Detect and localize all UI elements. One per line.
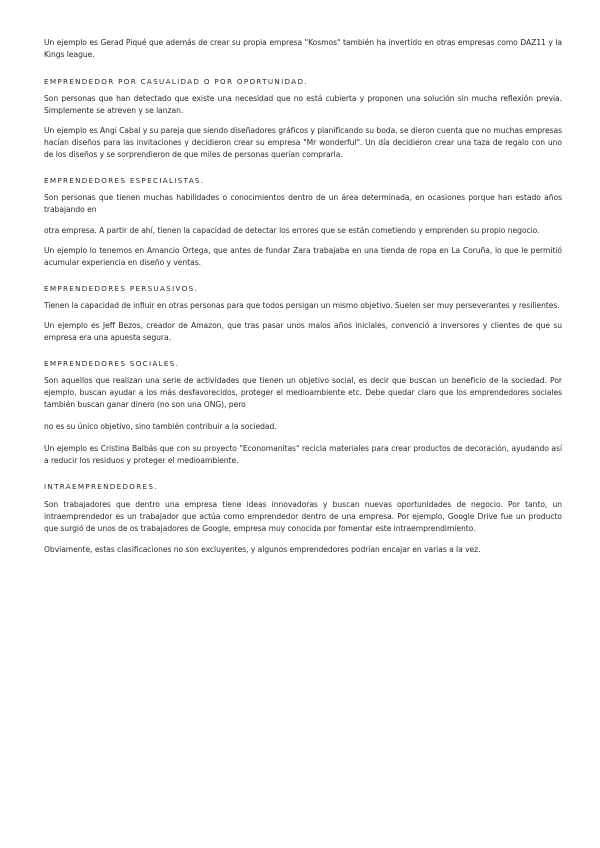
paragraph-sociales-continued: no es su único objetivo, sino también contribuir a la sociedad.	[44, 422, 277, 431]
paragraph-economanitas-example: Un ejemplo es Cristina Balbás que con su proyecto "Economanitas" recicla materiales para crear productos de decoración, ayudando así a reducir los residuos y proteger el medioambiente.	[44, 444, 562, 465]
paragraph-especialistas-continued: otra empresa. A partir de ahí, tienen la capacidad de detectar los errores que se están cometiendo y emprenden su propio negocio.	[44, 226, 540, 235]
paragraph-intraemprendedores-definition: Son trabajadores que dentro una empresa tiene ideas innovadoras y buscan nuevas oportunidades de negocio. Por tanto, un intraemprendedor es un trabajador que actúa como emprendedor dentro de una empresa. Por ejemplo, Google Drive fue un producto que surgió de unos de os trabajadores de Google, empresa muy conocida por fomentar este intraemprendimiento.	[44, 500, 562, 533]
heading-sociales: EMPRENDEDORES SOCIALES.	[44, 359, 180, 368]
paragraph-pique-example: Un ejemplo es Gerad Piqué que además de crear su propia empresa "Kosmos" también ha invertido en otras empresas como DAZ11 y la Kings league.	[44, 38, 562, 59]
paragraph-mr-wonderful-example: Un ejemplo es Angi Cabal y su pareja que siendo diseñadores gráficos y planificando su boda, se dieron cuenta que no muchas empresas hacían diseños para las invitaciones y decidieron crear su empresa "Mr wonderful". Un día decidieron crear una taza de regalo con uno de los diseños y se sorprendieron de que miles de personas querían comprarla.	[44, 126, 562, 159]
paragraph-conclusion: Obviamente, estas clasificaciones no son excluyentes, y algunos emprendedores podrían encajar en varias a la vez.	[44, 545, 481, 554]
paragraph-casualidad-definition: Son personas que han detectado que existe una necesidad que no está cubierta y proponen una solución sin mucha reflexión previa. Simplemente se atreven y se lanzan.	[44, 94, 562, 115]
paragraph-especialistas-definition: Son personas que tienen muchas habilidades o conocimientos dentro de un área determinada, en ocasiones porque han estado años trabajando en	[44, 193, 562, 214]
heading-especialistas: EMPRENDEDORES ESPECIALISTAS.	[44, 176, 205, 185]
heading-persuasivos: EMPRENDEDORES PERSUASIVOS.	[44, 284, 199, 293]
paragraph-sociales-definition: Son aquellos que realizan una serie de actividades que tienen un objetivo social, es decir que buscan un beneficio de la sociedad. Por ejemplo, buscan ayudar a los más desfavorecidos, proteger el medioambiente etc. Debe quedar claro que los emprendedores sociales también buscan ganar dinero (no son una ONG), pero	[44, 376, 562, 409]
heading-casualidad: EMPRENDEDOR POR CASUALIDAD O POR OPORTUNIDAD.	[44, 77, 308, 86]
paragraph-amancio-ortega-example: Un ejemplo lo tenemos en Amancio Ortega, que antes de fundar Zara trabajaba en una tienda de ropa en La Coruña, lo que le permitió acumular experiencia en diseño y ventas.	[44, 246, 562, 267]
document-page	[44, 37, 562, 556]
paragraph-jeff-bezos-example: Un ejemplo es Jeff Bezos, creador de Amazon, que tras pasar unos malos años iniciales, convenció a inversores y clientes de que su empresa era una apuesta segura.	[44, 321, 562, 342]
paragraph-persuasivos-definition: Tienen la capacidad de influir en otras personas para que todos persigan un mismo objetivo. Suelen ser muy perseverantes y resilientes.	[44, 301, 560, 310]
heading-intraemprendedores: INTRAEMPRENDEDORES.	[44, 482, 158, 491]
